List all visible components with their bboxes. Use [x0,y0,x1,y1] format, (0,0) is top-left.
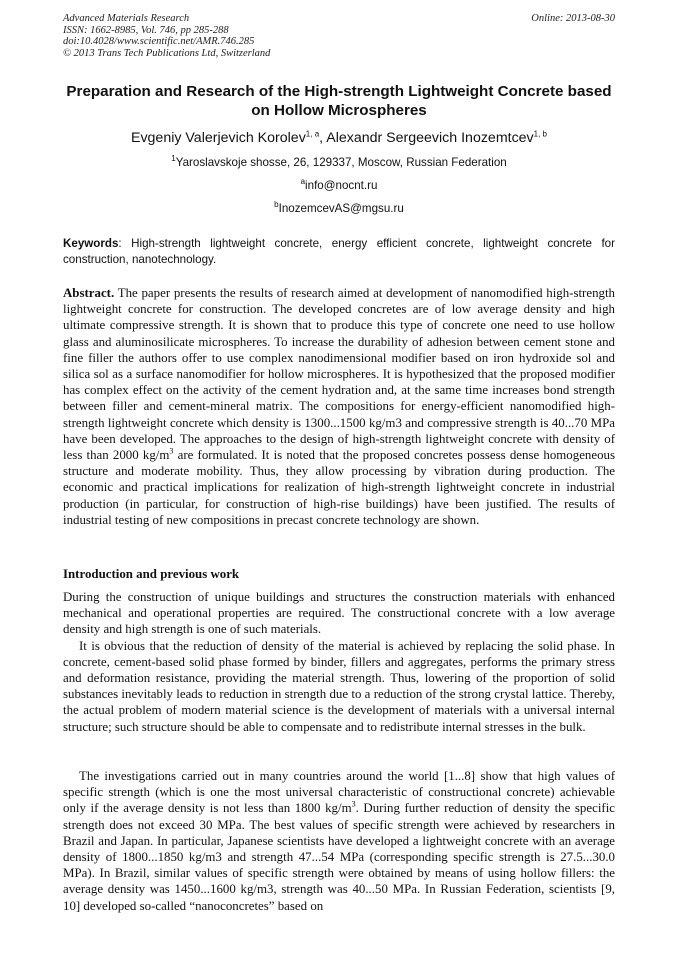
author-name: Alexandr Sergeevich Inozemtcev [326,130,534,146]
affil-mark: a [300,177,306,187]
abstract [63,285,615,528]
author-affil-mark: 1, b [533,129,547,139]
affil-mark: 1 [171,154,176,164]
email-link[interactable]: info@nocnt.ru [305,179,378,192]
abstract-label: Abstract. [63,286,115,300]
journal-name: Advanced Materials Research [63,13,190,24]
doi-line[interactable]: doi:10.4028/www.scientific.net/AMR.746.285 [63,36,255,47]
abstract-text: The paper presents the results of research aimed at development of nanomodified high-strength lightweight concrete for construction. The developed concretes are of low average density and high ultimate compressive strength. It is shown that to produce this type of concrete one need to use hollow glass and aluminosilicate microspheres. To increase the durability of adhesion between cement stone and fine filler the authors offer to use complex nanodimensional modifier based on iron hydroxide sol and silica sol as a surface nanomodifier for hollow microspheres. It is hypothesized that the proposed modifier has complex effect on the activity of the cement hydration and, at the same time increases bond strength between filler and cement-mineral matrix. The compositions for energy-efficient nanomodified high-strength lightweight concrete which density is 1300...1500 kg/m3 and compressive strength is 40...70 MPa have been developed. The approaches to the design of high-strength lightweight concrete with density of less than 2000 kg/m [63,286,615,463]
author-list [63,129,615,147]
author-name: Evgeniy Valerjevich Korolev [130,130,306,146]
affil-text: Yaroslavskoje shosse, 26, 129337, Moscow, Russian Federation [175,156,507,169]
paragraph [63,768,615,914]
paragraph: It is obvious that the reduction of density of the material is achieved by replacing the solid phase. In concrete, cement-based solid phase formed by binder, fillers and aggregates, performs the primary stress and deformation resistance, providing the material strength. Thus, lowering of the proportion of solid substances inevitably leads to reduction in strength due to a reduction of the strong crystal lattice. Thereby, the actual problem of modern material science is the development of materials with a universal internal structure; such structure should be able to compensate and to redistribute internal stresses in the bulk. [63,638,615,734]
section-heading: Introduction and previous work [63,567,240,581]
keywords-label: Keywords [63,237,119,250]
paragraph-text-cont: . During further reduction of density the specific strength does not exceed 30 MPa. The best values of specific strength were achieved by researchers in Brazil and Japan. In particular, Japanese scientists have developed a lightweight concrete with an average density of 1800...1850 kg/m3 and strength 47...54 MPa (corresponding specific strength is 27.5...30.0 MPa). In Brazil, similar values of specific strength were obtained by means of using hollow fillers: the average density was 1450...1600 kg/m3, strength was 40...50 MPa. In Russian Federation, scientists [9, 10] developed so-called “nanoconcretes” based on [63,801,615,913]
affiliation-email-a [63,179,615,193]
keywords-text: : High-strength lightweight concrete, energy efficient concrete, lightweight concrete for construction, nanotechnology. [63,237,615,266]
copyright-line: © 2013 Trans Tech Publications Ltd, Switzerland [63,47,271,59]
paragraph: During the construction of unique buildings and structures the construction materials with enhanced mechanical and operational properties are required. The constructional concrete with a low average density and high strength is one of such materials. [63,590,615,637]
intro-body-cont [63,768,615,914]
affil-mark: b [274,200,279,210]
paragraph-text: The investigations carried out in many countries around the world [1...8] show that high values of specific strength (which is one the most universal characteristic of constructional concrete) achievable only if the average density is not less than 1800 kg/m [63,769,615,816]
online-date: Online: 2013-08-30 [531,13,615,24]
abstract-text-cont: are formulated. It is noted that the proposed concretes possess dense homogeneous structure and moderate mobility. Thus, they allow processing by vibration during production. The economic and practical implications for realization of high-strength lightweight concrete in industrial production (in particular, for construction of high-rise buildings) have been justified. The results of industrial testing of new compositions in precast concrete technology are shown. [63,448,615,527]
keywords [63,236,615,268]
author-separator: , [319,130,327,146]
affiliation-email-b [63,202,615,216]
intro-body [63,589,615,735]
affiliation-address [63,156,615,170]
superscript: 3 [351,800,356,810]
superscript: 3 [169,446,174,456]
email-link[interactable]: InozemcevAS@mgsu.ru [278,202,404,215]
paper-title: Preparation and Research of the High-strength Lightweight Concrete based on Hollow Microspheres [66,83,612,119]
journal-header [63,13,270,59]
issn-line: ISSN: 1662-8985, Vol. 746, pp 285-288 [63,24,229,36]
author-affil-mark: 1, a [305,129,320,139]
